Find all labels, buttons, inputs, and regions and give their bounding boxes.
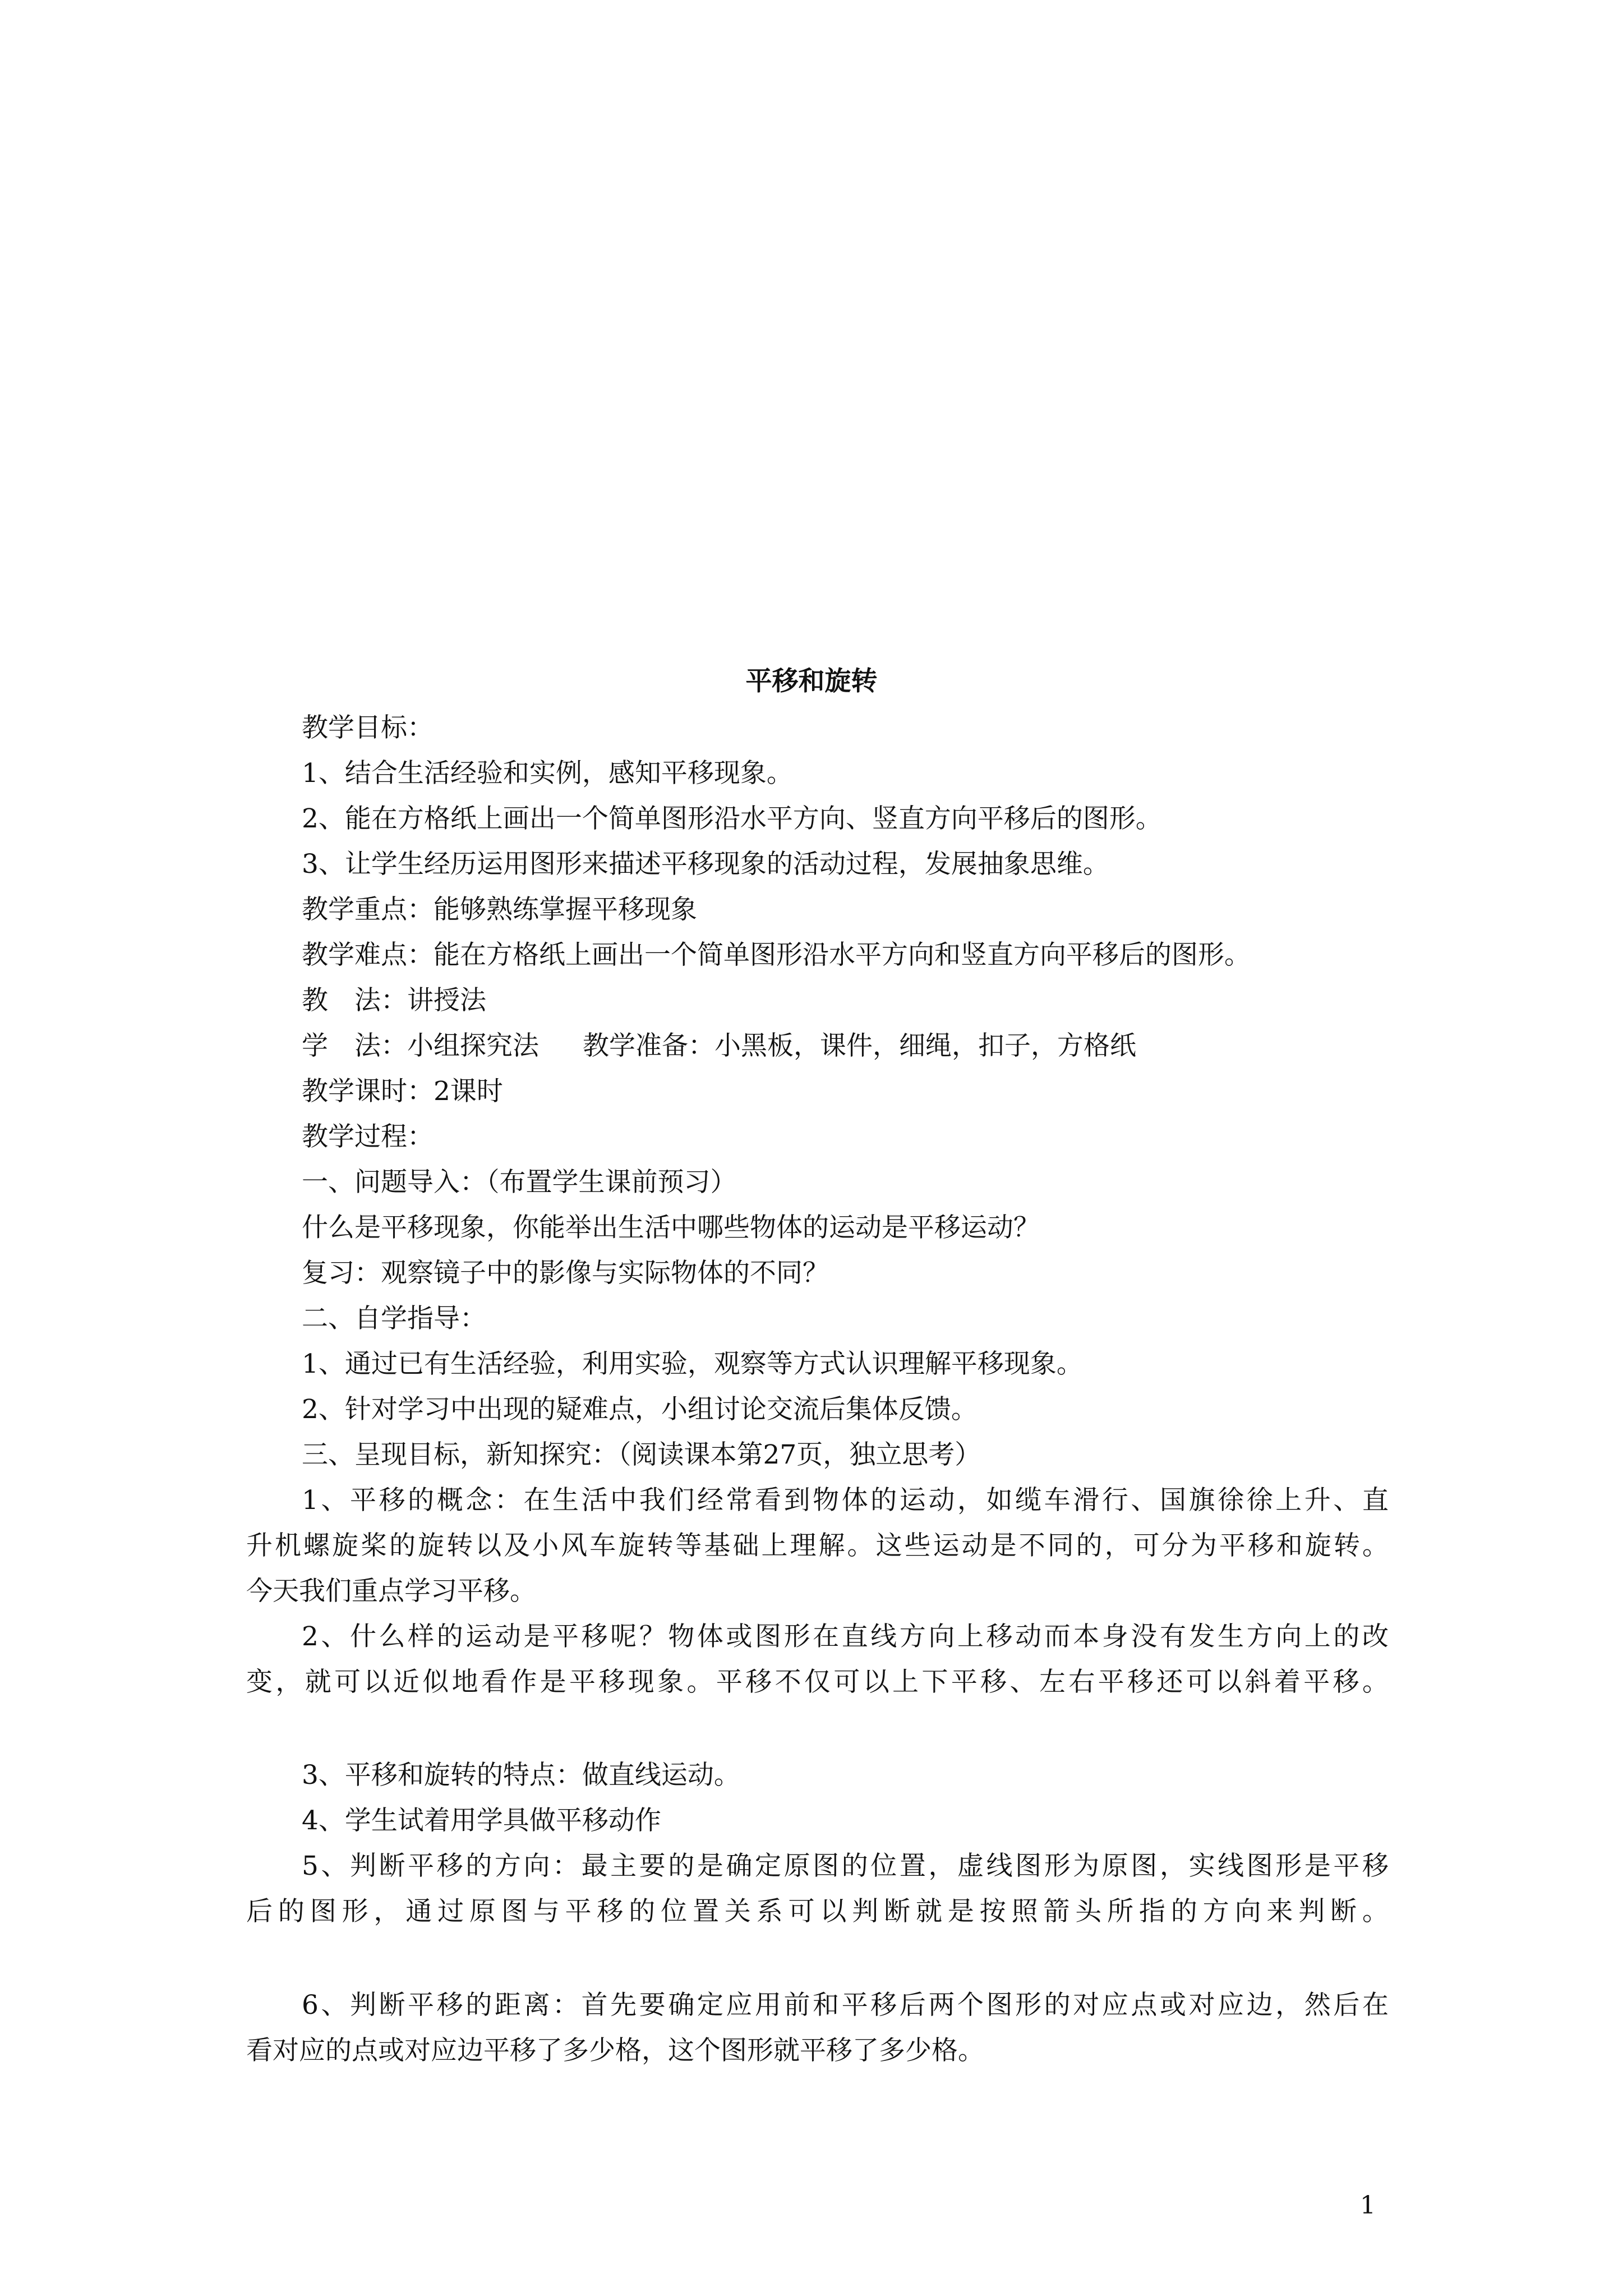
- key-point: 教学重点：能够熟练掌握平移现象: [302, 894, 697, 925]
- learning-method: 学 法：小组探究法: [302, 1030, 539, 1061]
- objective-3: 3、让学生经历运用图形来描述平移现象的活动过程，发展抽象思维。: [302, 849, 1109, 880]
- class-hours: 教学课时：2课时: [302, 1076, 503, 1107]
- document-title: 平移和旋转: [745, 666, 878, 697]
- page-number: 1: [1360, 2191, 1376, 2220]
- item-2-line-1: 2、什么样的运动是平移呢？物体或图形在直线方向上移动而本身没有发生方向上的改: [302, 1621, 1389, 1652]
- item-6-line-1: 6、判断平移的距离：首先要确定应用前和平移后两个图形的对应点或对应边，然后在: [302, 1990, 1389, 2021]
- item-5-line-1: 5、判断平移的方向：最主要的是确定原图的位置，虚线图形为原图，实线图形是平移: [302, 1851, 1389, 1881]
- method-preparation-row: [302, 1029, 1136, 1063]
- objective-2: 2、能在方格纸上画出一个简单图形沿水平方向、竖直方向平移后的图形。: [302, 803, 1162, 834]
- objectives-heading: 教学目标：: [302, 712, 434, 743]
- section-2-item-2: 2、针对学习中出现的疑难点，小组讨论交流后集体反馈。: [302, 1394, 978, 1425]
- item-1-line-1: 1、平移的概念：在生活中我们经常看到物体的运动，如缆车滑行、国旗徐徐上升、直: [302, 1485, 1389, 1516]
- section-1-question: 什么是平移现象，你能举出生活中哪些物体的运动是平移运动？: [302, 1212, 1040, 1243]
- section-3-heading: 三、呈现目标，新知探究：（阅读课本第27页，独立思考）: [302, 1439, 981, 1470]
- item-2-line-2: 变，就可以近似地看作是平移现象。平移不仅可以上下平移、左右平移还可以斜着平移。: [246, 1667, 1389, 1697]
- item-3: 3、平移和旋转的特点：做直线运动。: [302, 1760, 740, 1791]
- section-2-heading: 二、自学指导：: [302, 1303, 486, 1334]
- teaching-preparation: 教学准备：小黑板，课件，细绳，扣子，方格纸: [583, 1030, 1136, 1061]
- item-1-line-2: 升机螺旋桨的旋转以及小风车旋转等基础上理解。这些运动是不同的，可分为平移和旋转。: [246, 1530, 1389, 1561]
- item-5-line-2: 后的图形，通过原图与平移的位置关系可以判断就是按照箭头所指的方向来判断。: [246, 1896, 1389, 1927]
- objective-1: 1、结合生活经验和实例，感知平移现象。: [302, 758, 793, 789]
- process-heading: 教学过程：: [302, 1121, 434, 1152]
- difficult-point: 教学难点：能在方格纸上画出一个简单图形沿水平方向和竖直方向平移后的图形。: [302, 940, 1251, 970]
- item-6-line-2: 看对应的点或对应边平移了多少格，这个图形就平移了多少格。: [246, 2035, 984, 2066]
- section-1-heading: 一、问题导入：（布置学生课前预习）: [302, 1167, 737, 1198]
- item-1-line-3: 今天我们重点学习平移。: [246, 1576, 536, 1607]
- teaching-method: 教 法：讲授法: [302, 985, 486, 1016]
- item-4: 4、学生试着用学具做平移动作: [302, 1805, 661, 1836]
- section-1-review: 复习：观察镜子中的影像与实际物体的不同？: [302, 1258, 829, 1289]
- section-2-item-1: 1、通过已有生活经验，利用实验，观察等方式认识理解平移现象。: [302, 1349, 1083, 1379]
